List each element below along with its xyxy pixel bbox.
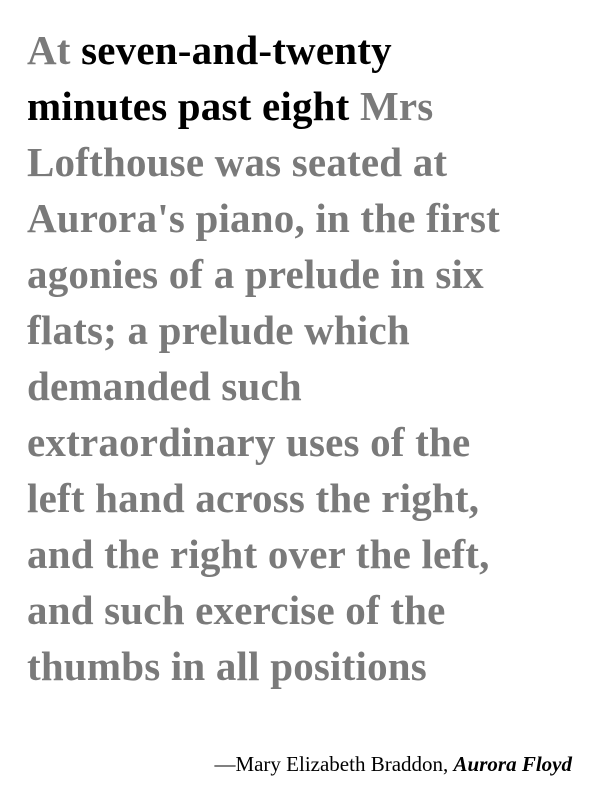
quote-text: [27, 22, 572, 694]
quote-line: demanded such: [27, 363, 302, 409]
quote-line: left hand across the right,: [27, 475, 480, 521]
time-highlight: seven-and-twenty: [81, 27, 392, 73]
book-title: Aurora Floyd: [453, 752, 572, 776]
quote-line: and the right over the left,: [27, 531, 490, 577]
quote-line: extraordinary uses of the: [27, 419, 471, 465]
quote-line: Aurora's piano, in the first: [27, 195, 500, 241]
author-name: —Mary Elizabeth Braddon,: [214, 752, 454, 776]
quote-line: minutes past eight Mrs: [27, 83, 434, 129]
quote-line: and such exercise of the: [27, 587, 446, 633]
attribution: [214, 752, 572, 777]
quote-line: At seven-and-twenty: [27, 27, 392, 73]
quote-line: agonies of a prelude in six: [27, 251, 484, 297]
quote-line: flats; a prelude which: [27, 307, 410, 353]
quote-line: Lofthouse was seated at: [27, 139, 448, 185]
quote-line: thumbs in all positions: [27, 643, 427, 689]
time-highlight: minutes past eight: [27, 83, 350, 129]
